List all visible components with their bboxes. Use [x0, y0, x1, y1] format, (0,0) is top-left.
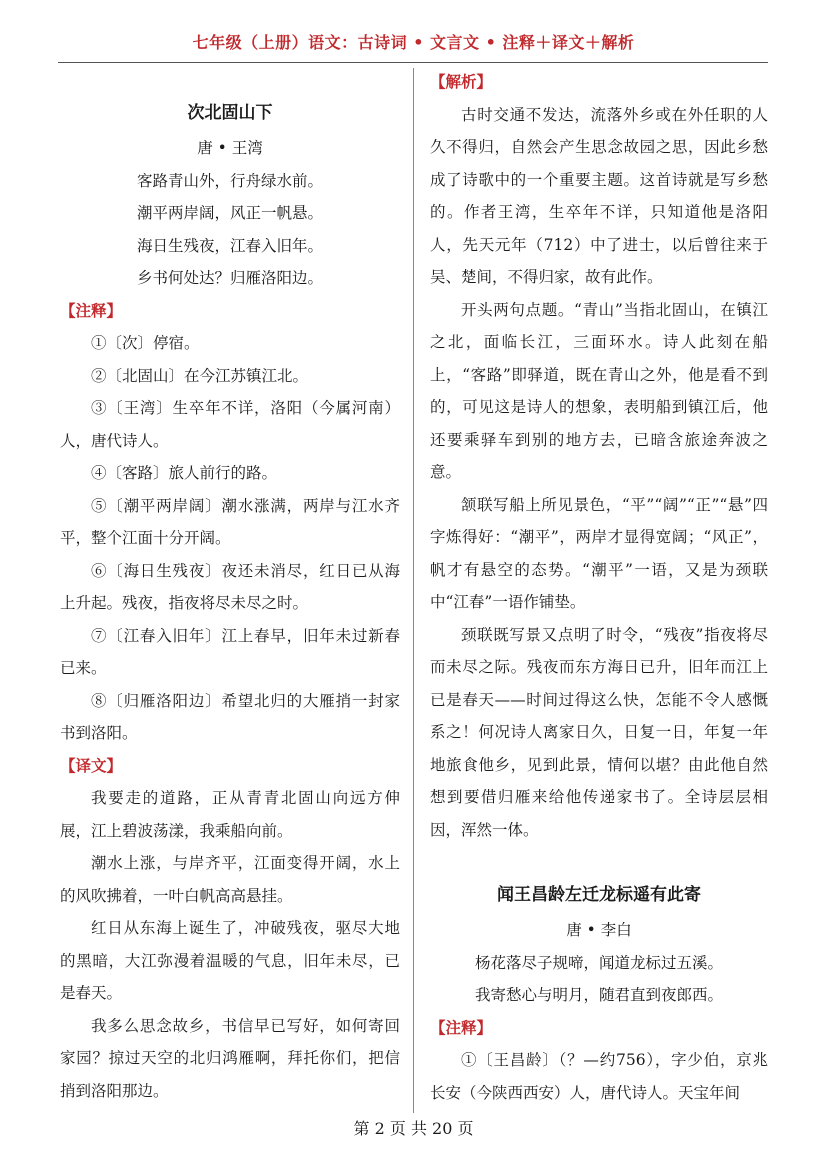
poem-line: 客路青山外，行舟绿水前。 — [136, 171, 323, 190]
translation-paragraph: 我要走的道路，正从青青北固山向远方伸展，江上碧波荡漾，我乘船向前。 — [60, 789, 400, 840]
notes-label: 【注释】 — [60, 301, 123, 320]
poem-author: 唐 • 王湾 — [197, 139, 263, 157]
translation-paragraph: 红日从东海上诞生了，冲破残夜，驱尽大地的黑暗，大江弥漫着温暖的气息，旧年未尽，已是春天。 — [60, 919, 400, 1002]
note-item: ⑧〔归雁洛阳边〕希望北归的大雁捎一封家书到洛阳。 — [60, 691, 400, 742]
poem2-author: 唐 • 李白 — [566, 921, 632, 939]
note-item: ①〔次〕停宿。 — [91, 334, 200, 352]
note-item: ①〔王昌龄〕（？—约756），字少伯，京兆长安（今陕西西安）人，唐代诗人。天宝年间 — [430, 1051, 768, 1102]
poem-line: 潮平两岸阔，风正一帆悬。 — [136, 204, 323, 222]
analysis-paragraph: 开头两句点题。“青山”当指北固山，在镇江之北，面临长江，三面环水。诗人此刻在船上，“客路”即驿道，既在青山之外，他是看不到的，可见这是诗人的想象，表明船到镇江后，他还要乘驿车到别的地方去，已暗含旅途奔波之意。 — [430, 300, 768, 481]
page-number: 第 2 页 共 20 页 — [353, 1119, 474, 1138]
section-spacer — [430, 846, 768, 878]
note-item: ⑥〔海日生残夜〕夜还未消尽，红日已从海上升起。残夜，指夜将尽未尽之时。 — [60, 561, 400, 612]
right-column — [430, 66, 768, 1109]
translation-label: 【译文】 — [60, 756, 123, 775]
page-header-title: 七年级（上册）语文：古诗词 • 文言文 • 注释＋译文＋解析 — [192, 33, 635, 52]
analysis-paragraph: 颈联既写景又点明了时令，“残夜”指夜将尽而未尽之际。残夜而东方海日已升，旧年而江上已是春天——时间过得这么快，怎能不令人感慨系之！何况诗人离家日久，日复一日，年复一年地旅食他乡，见到此景，情何以堪？由此他自然想到要借归雁来给他传递家书了。全诗层层相因，浑然一体。 — [430, 625, 768, 839]
analysis-paragraph: 古时交通不发达，流落外乡或在外任职的人久不得归，自然会产生思念故园之思，因此乡愁成了诗歌中的一个重要主题。这首诗就是写乡愁的。作者王湾，生卒年不详，只知道他是洛阳人，先天元年（712）中了进士，以后曾往来于吴、楚间，不得归家，故有此作。 — [430, 105, 768, 286]
note-item: ④〔客路〕旅人前行的路。 — [91, 464, 278, 482]
translation-paragraph: 我多么思念故乡，书信早已写好，如何寄回家园？掠过天空的北归鸿雁啊，拜托你们，把信捎到洛阳那边。 — [60, 1016, 400, 1100]
poem-title: 次北固山下 — [187, 103, 273, 123]
note-item: ⑦〔江春入旧年〕江上春早，旧年未过新春已来。 — [60, 626, 400, 677]
poem-line: 乡书何处达？归雁洛阳边。 — [136, 269, 323, 287]
translation-paragraph: 潮水上涨，与岸齐平，江面变得开阔，水上的风吹拂着，一叶白帆高高悬挂。 — [60, 854, 400, 905]
analysis-paragraph: 颔联写船上所见景色，“平”“阔”“正”“悬”四字炼得好：“潮平”，两岸才显得宽阔；“风正”，帆才有悬空的态势。“潮平”一语，又是为颈联中“江春”一语作铺垫。 — [430, 495, 768, 611]
left-column — [60, 96, 400, 1107]
poem2-title: 闻王昌龄左迁龙标遥有此寄 — [497, 885, 701, 905]
notes2-label: 【注释】 — [430, 1018, 493, 1037]
note-item: ③〔王湾〕生卒年不详，洛阳（今属河南）人，唐代诗人。 — [60, 399, 400, 450]
note-item: ⑤〔潮平两岸阔〕潮水涨满，两岸与江水齐平，整个江面十分开阔。 — [60, 496, 400, 547]
poem2-line: 我寄愁心与明月，随君直到夜郎西。 — [474, 986, 723, 1004]
column-divider — [413, 68, 414, 1113]
analysis-label: 【解析】 — [430, 73, 493, 91]
header-divider — [58, 62, 768, 63]
poem2-line: 杨花落尽子规啼，闻道龙标过五溪。 — [474, 953, 723, 972]
note-item: ②〔北固山〕在今江苏镇江北。 — [91, 366, 309, 385]
poem-line: 海日生残夜，江春入旧年。 — [136, 236, 323, 255]
